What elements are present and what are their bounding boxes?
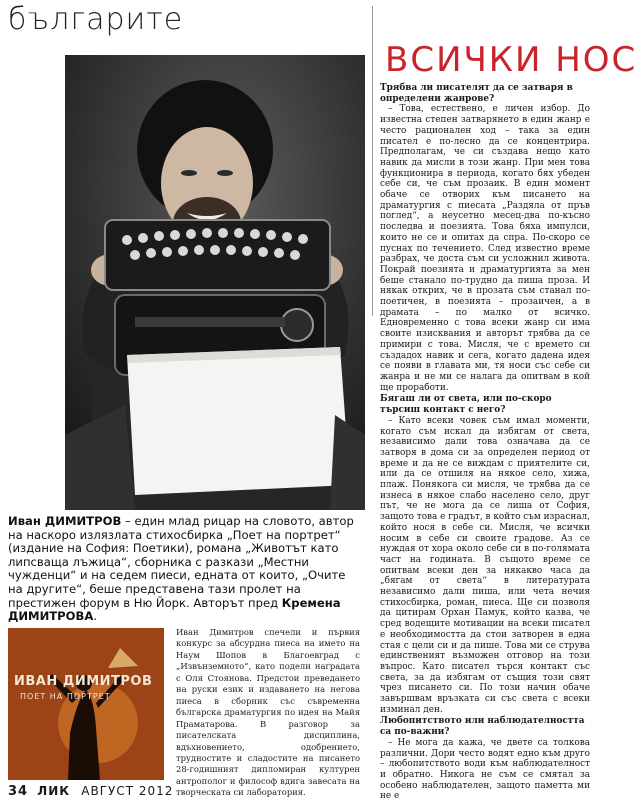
- magazine-name: ЛИК: [37, 784, 71, 798]
- book-cover-art: [8, 628, 164, 780]
- column-divider: [372, 6, 373, 316]
- author-bio: Иван Димитров спечели и първия конкурс за абсурдна пиеса на името на Наум Шопов в Благоевград с „Извънземното“, като подели наградата с Оля Стоянова. Предстои преведането на руски език и издаването на негова пиеса в сборник със съвременна българска драматургия по идея на Майя Праматарова. В разговор за писателската дисциплина, вдъхновението, одобрението, трудностите и сладостите на писането 28-годишният дипломиран културен антрополог и философ вдига завесата на творческата си лаборатория.: [176, 627, 360, 798]
- page-number: 34: [8, 784, 29, 799]
- photo-caption: [8, 515, 363, 624]
- interview-question: Трябва ли писателят да се затваря в определени жанрове?: [380, 83, 573, 104]
- page-footer: [8, 784, 173, 799]
- interview-question: Любопитството или наблюдателността са по-важни?: [380, 716, 585, 738]
- author-photo-illustration: [65, 55, 365, 510]
- section-title: българите: [8, 2, 184, 37]
- book-author: ИВАН ДИМИТРОВ: [14, 674, 153, 689]
- caption-end: .: [93, 609, 98, 624]
- interview-answer: – Не мога да кажа, че двете са толкова различни. Дори често водят едно към друго – любопитството води към наблюдателност и обратно. Никога не съм се смятал за особено наблюдателен, защото паметта ми не е: [380, 737, 590, 802]
- interview-column: [380, 83, 590, 802]
- interview-question: Бягаш ли от света, или по-скоро търсиш контакт с него?: [380, 394, 552, 416]
- caption-text: – един млад рицар на словото, автор на наскоро излязлата стихосбирка „Поет на портрет“ (издание на София: Поетики), романа „Животът като липсваща лъжица“, сборника с разкази „Местни чужденци“ и на седем пиеси, едната от които, „Очите на другите“, беше представена тази пролет на престижен форум в Ню Йорк. Авторът пред: [8, 514, 354, 610]
- book-cover: [8, 628, 164, 780]
- interview-answer: – Това, естествено, е личен избор. До известна степен затварянето в един жанр е често рационален ход – така за един писател е по-лесно да се концентрира. Предполагам, че си създава нещо като навик да мисли в този жанр. При мен това функционира в периода, когато бях убеден себе си, че съм прозаик. В един момент обаче се отворих към писането на драматургия с пиесата „Раздяла от пръв поглед“, а неусетно месец-два по-късно последва и поезията. Това бяха импулси, които не се и опитах да спра. По-скоро се пуснах по течението. След известно време разбрах, че доста съм си усложнил живота. Покрай поезията и драматургията за мен беше станало по-трудно да пиша проза. И някак открих, че в прозата съм станал по-поетичен, в поезията – прозаичен, а в драмата – по малко от всичко. Едновременно с това всеки жанр си има своите изисквания и авторът трябва да се примири с това. Мисля, че с времето си създадох навик и сега, когато дадена идея се появи в главата ми, тя носи със себе си жанра и не ми се налага да опитвам в кой ще проработи.: [380, 104, 590, 393]
- issue-date: АВГУСТ 2012: [81, 784, 174, 798]
- interview-answer: – Като всеки човек съм имал моменти, когато съм искал да избягам от света, независимо дали това означава да се затворя в дома си за определен период от време и да не се виждам с приятелите си, или да се отшиля на някое село, хижа, плаж. Понякога си мисля, че трябва да се изнеса в някое слабо населено село, друг път, че не мога да се лиша от София, защото това е градът, в който съм израснал, който нося в себе си. Мисля, че всички носим в себе си своите градове. Аз се нуждая от хора около себе си в по-голямата част на годината. В същото време се опитвам всеки ден за някакво часа да „бягам от света“ в литературата независимо дали пиша, или чета нечия стихосбирка, роман, пиеса. Ще си позволя да цитирам Орхан Памук, който казва, че сред водещите мотивации на всеки писател е необходимостта да стои затворен в една стая с цели си и да пише. Това ми се струва единственият възможен отговор на този въпрос. Като писател търся контакт със света, за да избягам от същия този свят чрез писането си. По този начин обаче завършвам връзката си със света с всеки изминал ден.: [380, 415, 590, 715]
- caption-interviewer: Кремена ДИМИТРОВА: [8, 595, 341, 624]
- headline: ВСИЧКИ НОС: [385, 40, 637, 80]
- caption-author-name: Иван ДИМИТРОВ: [8, 514, 122, 528]
- book-title: ПОЕТ НА ПОРТРЕТ: [20, 692, 111, 701]
- author-photo: [65, 55, 365, 510]
